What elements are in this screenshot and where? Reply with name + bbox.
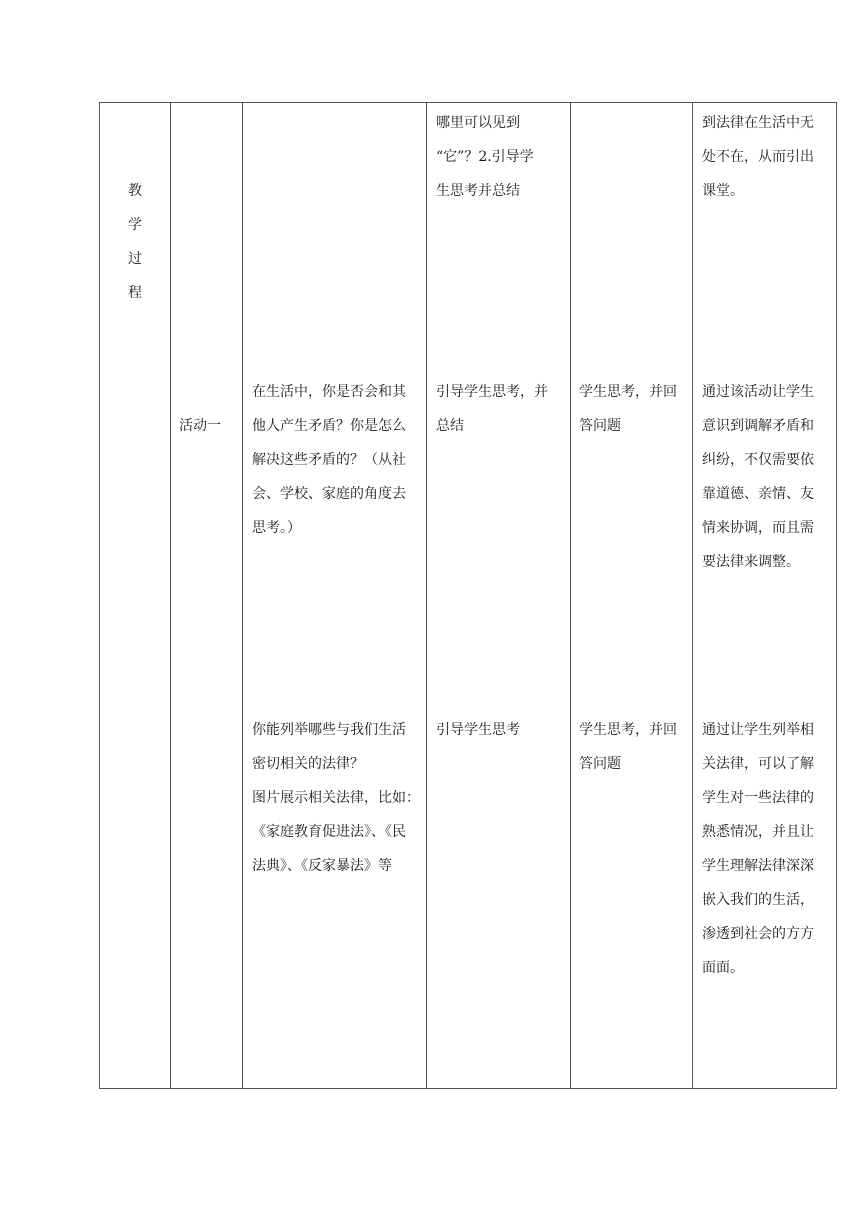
stage-label [99,174,171,310]
lesson-plan-table [99,102,837,1089]
design-intent-cell: 通过让学生列举相 关法律，可以了解 学生对一些法律的 熟悉情况，并且让 学生理解法律深深 嵌入我们的生活， 渗透到社会的方方 面面。 [702,722,814,976]
stage-char: 过 [128,251,142,267]
stage-char: 学 [128,217,142,233]
teacher-activity-cell: 引导学生思考，并 总结 [436,384,548,434]
content-cell: 你能列举哪些与我们生活 密切相关的法律？ 图片展示相关法律，比如： 《家庭教育促进法》、《民 法典》、《反家暴法》等 [252,722,420,874]
activity-name-cell: 活动一 [179,418,221,434]
teacher-activity-cell: 哪里可以见到 “它”？2.引导学 生思考并总结 [436,115,534,199]
table-right-border [836,102,837,1089]
student-activity-cell: 学生思考，并回 答问题 [579,384,677,434]
column-divider-5 [692,102,693,1089]
teacher-activity-cell: 引导学生思考 [436,722,520,738]
table-top-border [99,102,837,103]
design-intent-cell: 到法律在生活中无 处不在，从而引出 课堂。 [702,115,814,199]
column-divider-2 [242,102,243,1089]
stage-char: 教 [128,183,142,199]
design-intent-cell: 通过该活动让学生 意识到调解矛盾和 纠纷，不仅需要依 靠道德、亲情、友 情来协调，而且需 要法律来调整。 [702,384,814,570]
content-cell: 在生活中，你是否会和其 他人产生矛盾？你是怎么 解决这些矛盾的？（从社 会、学校、家庭的角度去 思考。） [252,384,406,536]
student-activity-cell: 学生思考，并回 答问题 [579,722,677,772]
stage-char: 程 [128,285,142,301]
column-divider-3 [426,102,427,1089]
column-divider-4 [570,102,571,1089]
table-bottom-border [99,1088,837,1089]
